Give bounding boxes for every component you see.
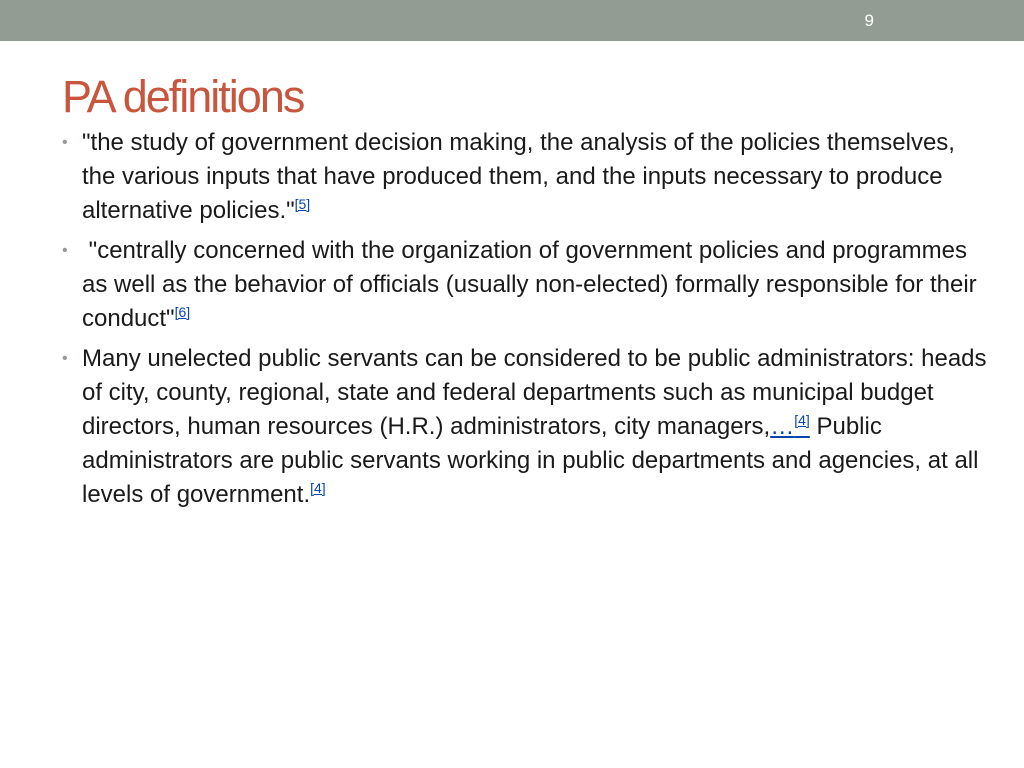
citation-link[interactable]: [4] (310, 480, 326, 496)
bullet-text: "centrally concerned with the organization of government policies and programmes as well as the behavior of officials (usually non-elected) formally responsible for their conduct" (82, 237, 984, 332)
ellipsis-text[interactable]: … (770, 413, 795, 440)
ellipsis-link[interactable] (770, 413, 810, 440)
citation-link[interactable]: [6] (174, 304, 191, 320)
bullet-item-3 (62, 342, 992, 512)
bullet-text: "the study of government decision making, the analysis of the policies themselves, the various inputs that have produced them, and the inputs necessary to produce alternative policies." (82, 129, 955, 224)
bullet-item-2 (62, 234, 992, 336)
bullet-list (62, 126, 992, 518)
bullet-dot-icon: • (62, 350, 68, 367)
slide-title: PA definitions (62, 71, 304, 122)
citation-link[interactable]: [5] (294, 196, 311, 212)
citation-link[interactable]: [4] (794, 412, 810, 428)
bullet-dot-icon: • (62, 242, 68, 259)
bullet-text-continued: Public administrators are public servants working in public departments and agencies, at all levels of government. (82, 413, 979, 508)
bullet-text: Many unelected public servants can be considered to be public administrators: heads of city, county, regional, state and federal departments such as municipal budget directors, human resources (H.R.) administrators, city managers, (82, 345, 987, 440)
bullet-item-1 (62, 126, 992, 228)
slide-number: 9 (864, 11, 874, 30)
bullet-dot-icon: • (62, 134, 68, 151)
top-bar (0, 0, 1024, 41)
